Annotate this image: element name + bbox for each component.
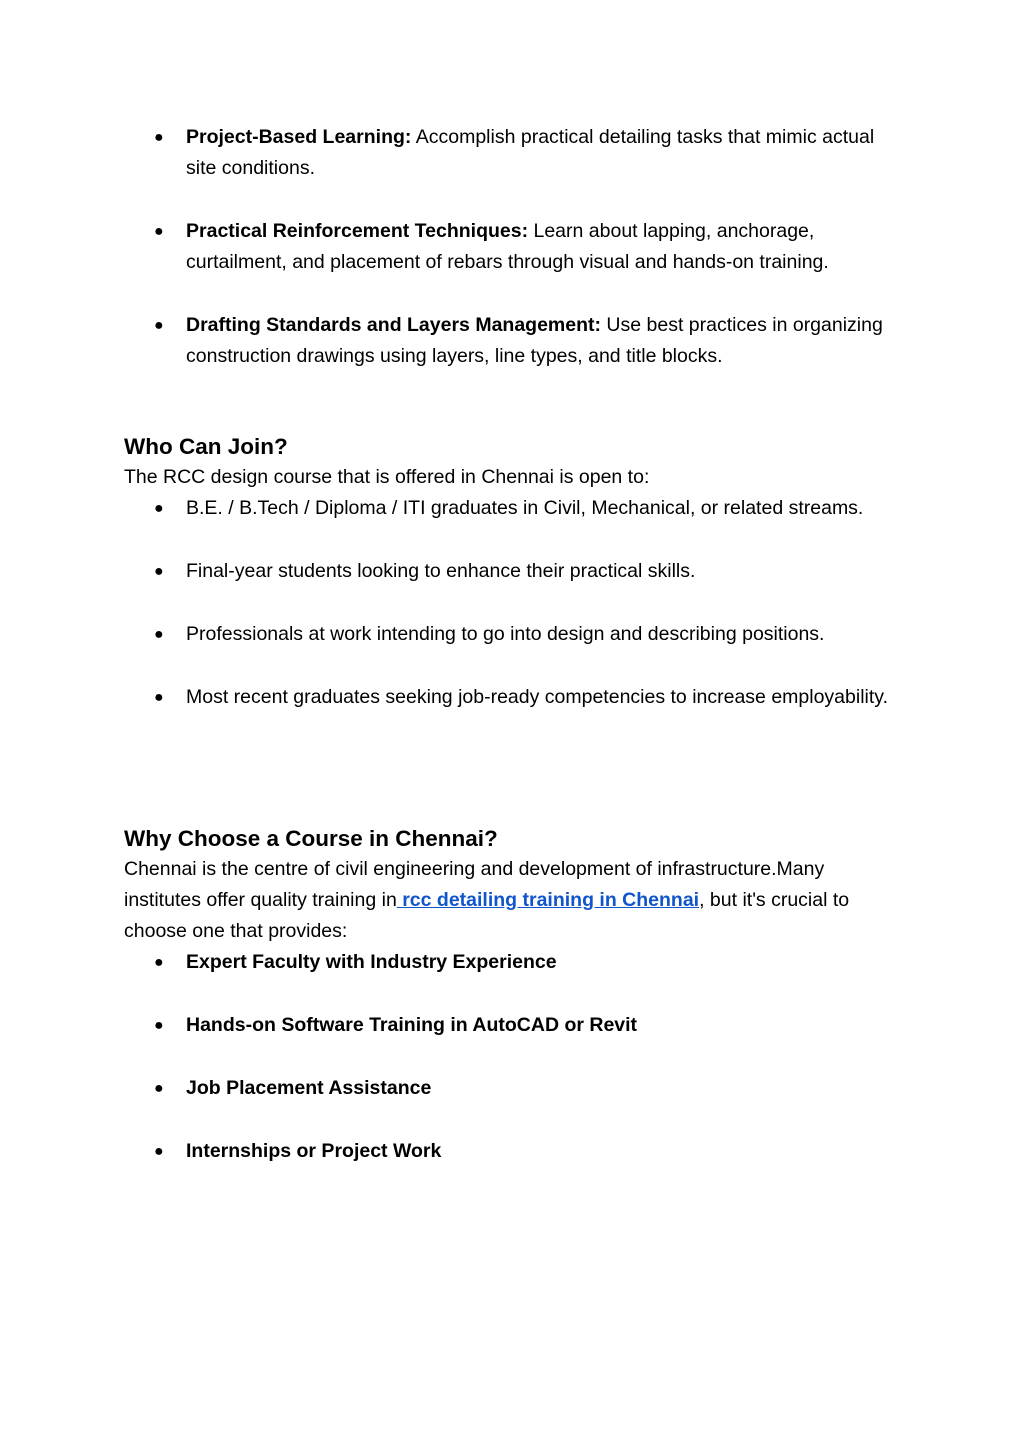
item-text: Expert Faculty with Industry Experience bbox=[186, 951, 557, 973]
list-item bbox=[124, 122, 904, 184]
who-intro-paragraph: The RCC design course that is offered in Chennai is open to: bbox=[124, 466, 650, 488]
item-text: Internships or Project Work bbox=[186, 1140, 442, 1162]
item-title: Project-Based Learning: bbox=[186, 126, 412, 148]
bullet-icon: ● bbox=[154, 129, 164, 146]
paragraph-text: , but it's crucial to choose one that provides: bbox=[124, 889, 850, 942]
paragraph-text: Chennai is the centre of civil engineering and development of infrastructure.Many institutes offer quality training in bbox=[124, 858, 825, 911]
document-content bbox=[124, 122, 904, 1167]
item-text: Job Placement Assistance bbox=[186, 1077, 432, 1099]
bullet-icon: ● bbox=[154, 1080, 164, 1097]
list-item bbox=[124, 619, 904, 650]
why-chennai-heading: Why Choose a Course in Chennai? bbox=[124, 826, 498, 851]
who-can-join-heading: Who Can Join? bbox=[124, 434, 288, 459]
item-text: Accomplish practical detailing tasks that mimic actual site conditions. bbox=[186, 126, 875, 179]
item-text: Use best practices in organizing construction drawings using layers, line types, and title blocks. bbox=[186, 314, 883, 367]
bullet-icon: ● bbox=[154, 626, 164, 643]
item-text: Learn about lapping, anchorage, curtailment, and placement of rebars through visual and hands-on training. bbox=[186, 220, 829, 273]
bullet-icon: ● bbox=[154, 500, 164, 517]
list-item bbox=[124, 682, 904, 713]
list-item bbox=[124, 1136, 904, 1167]
list-item bbox=[124, 216, 904, 278]
list-item bbox=[124, 1073, 904, 1104]
item-title: Practical Reinforcement Techniques: bbox=[186, 220, 529, 242]
why-list bbox=[124, 947, 904, 1167]
item-text: Professionals at work intending to go into design and describing positions. bbox=[186, 623, 825, 645]
list-item bbox=[124, 556, 904, 587]
bullet-icon: ● bbox=[154, 223, 164, 240]
bullet-icon: ● bbox=[154, 954, 164, 971]
list-item bbox=[124, 493, 904, 524]
list-item bbox=[124, 947, 904, 978]
list-item bbox=[124, 1010, 904, 1041]
bullet-icon: ● bbox=[154, 563, 164, 580]
rcc-detailing-training-link[interactable]: rcc detailing training in Chennai bbox=[396, 889, 700, 911]
item-text: Hands-on Software Training in AutoCAD or Revit bbox=[186, 1014, 638, 1036]
item-text: B.E. / B.Tech / Diploma / ITI graduates in Civil, Mechanical, or related streams. bbox=[186, 497, 864, 519]
features-list bbox=[124, 122, 904, 372]
list-item bbox=[124, 310, 904, 372]
item-text: Final-year students looking to enhance their practical skills. bbox=[186, 560, 696, 582]
bullet-icon: ● bbox=[154, 1143, 164, 1160]
item-text: Most recent graduates seeking job-ready competencies to increase employability. bbox=[186, 686, 888, 708]
item-title: Drafting Standards and Layers Management: bbox=[186, 314, 602, 336]
why-paragraph bbox=[124, 854, 904, 947]
bullet-icon: ● bbox=[154, 317, 164, 334]
bullet-icon: ● bbox=[154, 1017, 164, 1034]
bullet-icon: ● bbox=[154, 689, 164, 706]
who-list bbox=[124, 493, 904, 713]
